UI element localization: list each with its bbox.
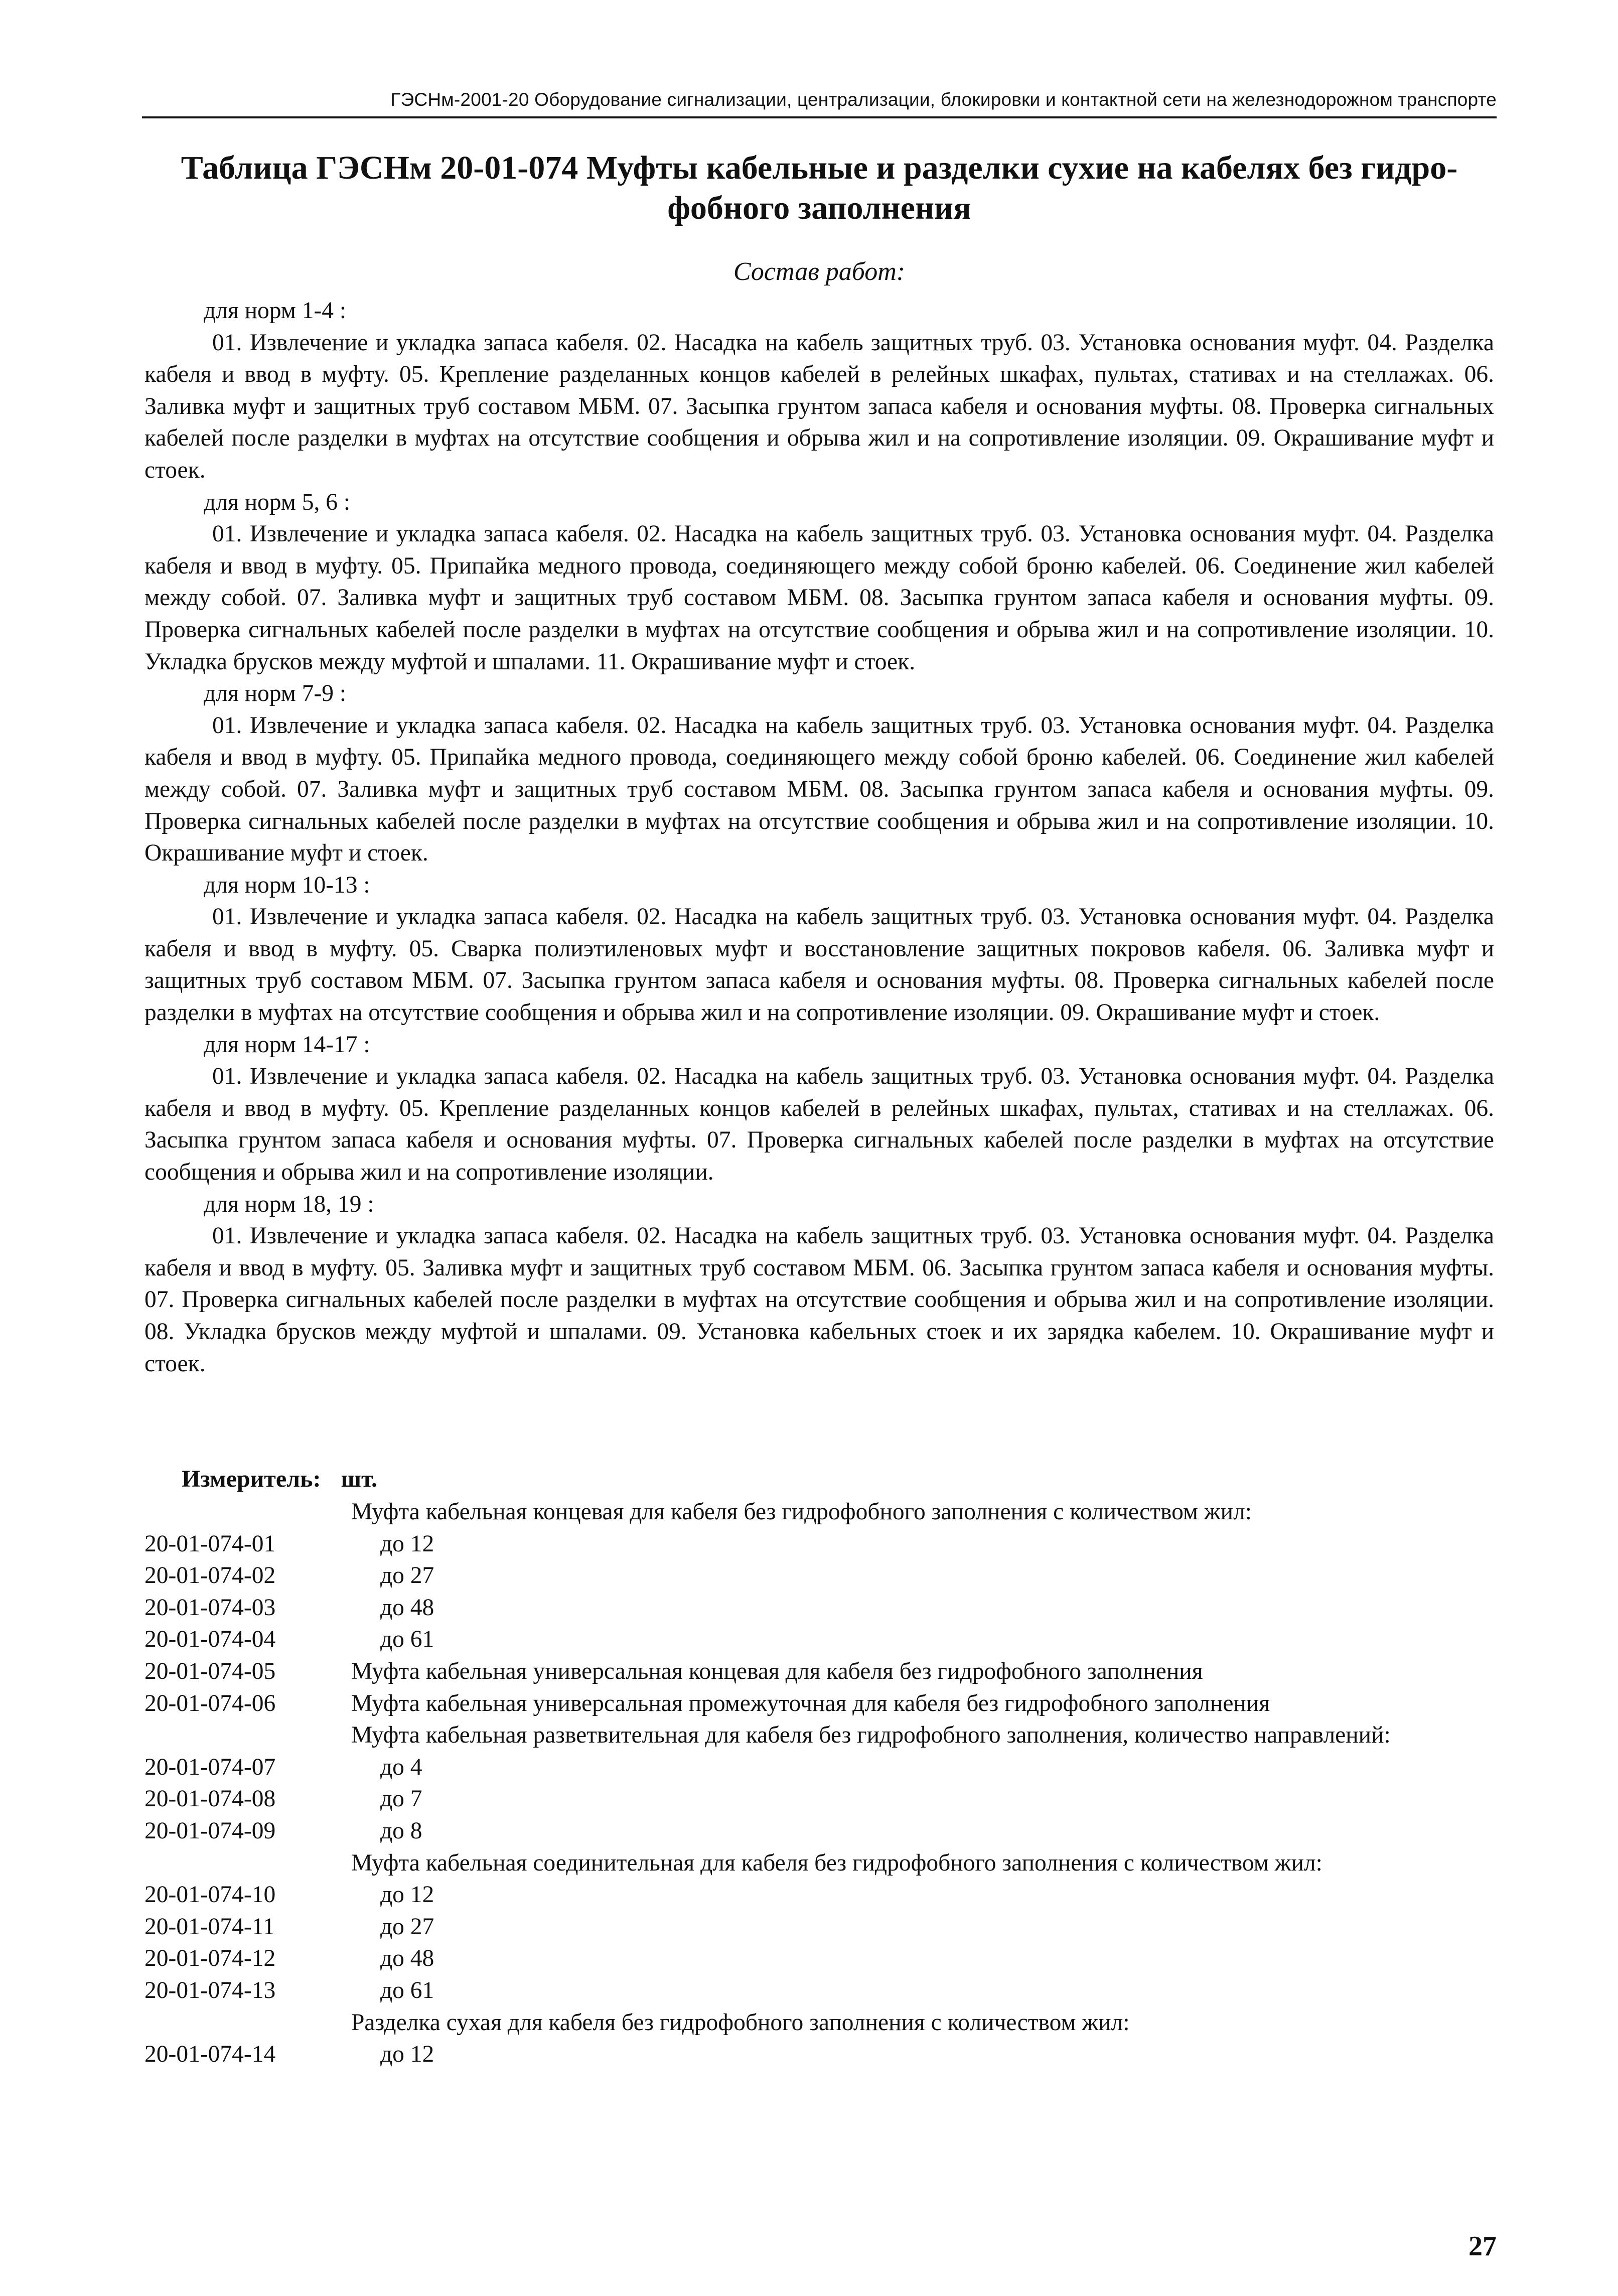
norm-code: 20-01-074-06 [144,1690,276,1716]
norm-row [144,1560,1494,1592]
norm-description: Муфта кабельная концевая для кабеля без гидрофобного заполнения с количеством жил: [351,1499,1252,1525]
norm-group-5 [144,1029,1494,1189]
norm-row [144,1719,1494,1752]
work-composition [144,295,1494,1380]
norm-code [144,2007,351,2039]
norm-code: 20-01-074-11 [144,1913,275,1940]
norm-description: до 61 [380,1626,434,1653]
norm-code: 20-01-074-04 [144,1626,276,1653]
norm-description: до 48 [380,1945,434,1972]
norm-group-label: для норм 5, 6 : [204,489,351,515]
measure-line [182,1465,377,1493]
norm-row [144,1943,1494,1975]
measure-label: Измеритель: [182,1466,321,1492]
norm-description: до 4 [380,1754,422,1780]
norm-group-label: для норм 7-9 : [204,680,347,707]
norm-code: 20-01-074-10 [144,1882,276,1908]
norm-row [144,1592,1494,1624]
norm-code: 20-01-074-05 [144,1658,276,1684]
norm-row [144,1911,1494,1943]
composition-heading: Состав работ: [733,257,906,286]
norm-group-text: 01. Извлечение и укладка запаса кабеля. 02. Насадка на кабель защитных труб. 03. Установка основания муфт. 04. Разделка кабеля и ввод в муфту. 05. Сварка полиэтиленовых муфт и восстановление защитных покровов кабеля. 06. Заливка муфт и защитных труб составом МБМ. 07. Засыпка грунтом запаса кабеля и основания муфты. 08. Проверка сигнальных кабелей после разделки в муфтах на отсутствие сообщения и обрыва жил и на сопротивление изоляции. 09. Окрашивание муфт и стоек. [144,904,1494,1026]
norm-code: 20-01-074-09 [144,1817,276,1844]
norm-description: до 48 [380,1594,434,1621]
norm-row [144,1847,1494,1880]
norm-group-text: 01. Извлечение и укладка запаса кабеля. 02. Насадка на кабель защитных труб. 03. Установка основания муфт. 04. Разделка кабеля и ввод в муфту. 05. Припайка медного провода, соединяющего между собой броню кабелей. 06. Соединение жил кабелей между собой. 07. Заливка муфт и защитных труб составом МБМ. 08. Засыпка грунтом запаса кабеля и основания муфты. 09. Проверка сигнальных кабелей после разделки в муфтах на отсутствие сообщения и обрыва жил и на сопротивление изоляции. 10. Окрашивание муфт и стоек. [144,712,1494,867]
norm-description: до 8 [380,1817,422,1844]
norm-code: 20-01-074-03 [144,1594,276,1621]
table-title-line-1: Таблица ГЭСНм 20-01-074 Муфты кабельные и разделки сухие на кабелях без гидро- [181,150,1458,186]
norm-row [144,1656,1494,1688]
norm-description: до 12 [380,1882,434,1908]
norm-row [144,1783,1494,1815]
norm-description: до 27 [380,1562,434,1589]
norm-description: Муфта кабельная универсальная промежуточная для кабеля без гидрофобного заполнения [351,1690,1270,1716]
norm-group-text: 01. Извлечение и укладка запаса кабеля. 02. Насадка на кабель защитных труб. 03. Установка основания муфт. 04. Разделка кабеля и ввод в муфту. 05. Крепление разделанных концов кабелей в релейных шкафах, пультах, стативах и на стеллажах. 06. Засыпка грунтом запаса кабеля и основания муфты. 07. Проверка сигнальных кабелей после разделки в муфтах на отсутствие сообщения и обрыва жил и на сопротивление изоляции. [144,1063,1494,1186]
norm-description: до 27 [380,1913,434,1940]
norm-group-text: 01. Извлечение и укладка запаса кабеля. 02. Насадка на кабель защитных труб. 03. Установка основания муфт. 04. Разделка кабеля и ввод в муфту. 05. Припайка медного провода, соединяющего между собой броню кабелей. 06. Соединение жил кабелей между собой. 07. Заливка муфт и защитных труб составом МБМ. 08. Засыпка грунтом запаса кабеля и основания муфты. 09. Проверка сигнальных кабелей после разделки в муфтах на отсутствие сообщения и обрыва жил и на сопротивление изоляции. 10. Укладка брусков между муфтой и шпалами. 11. Окрашивание муфт и стоек. [144,521,1494,675]
norm-list [144,1496,1494,2071]
page-number: 27 [1468,2231,1497,2262]
norm-row [144,2039,1494,2071]
norm-group-label: для норм 10-13 : [204,872,370,898]
norm-description: до 61 [380,1977,434,2003]
norm-row [144,2007,1494,2039]
norm-description: Разделка сухая для кабеля без гидрофобного заполнения с количеством жил: [351,2009,1130,2036]
norm-description: до 12 [380,2041,434,2068]
norm-code [144,1847,351,1880]
norm-row [144,1975,1494,2007]
norm-group-1 [144,295,1494,487]
norm-group-text: 01. Извлечение и укладка запаса кабеля. 02. Насадка на кабель защитных труб. 03. Установка основания муфт. 04. Разделка кабеля и ввод в муфту. 05. Крепление разделанных концов кабелей в релейных шкафах, пультах, стативах и на стеллажах. 06. Заливка муфт и защитных труб составом МБМ. 07. Засыпка грунтом запаса кабеля и основания муфты. 08. Проверка сигнальных кабелей после разделки в муфтах на отсутствие сообщения и обрыва жил и на сопротивление изоляции. 09. Окрашивание муфт и стоек. [144,329,1494,483]
norm-code [144,1496,351,1528]
norm-code: 20-01-074-08 [144,1786,276,1812]
norm-row [144,1528,1494,1560]
norm-description: Муфта кабельная соединительная для кабеля без гидрофобного заполнения с количеством жил: [351,1849,1322,1876]
norm-group-2 [144,487,1494,678]
norm-code: 20-01-074-01 [144,1530,276,1557]
norm-group-6 [144,1189,1494,1380]
norm-row [144,1688,1494,1720]
norm-code: 20-01-074-13 [144,1977,276,2003]
norm-group-label: для норм 18, 19 : [204,1191,374,1217]
norm-description: до 7 [380,1786,422,1812]
norm-row [144,1496,1494,1528]
norm-group-label: для норм 14-17 : [204,1031,370,1058]
norm-row [144,1624,1494,1656]
norm-row [144,1879,1494,1911]
norm-code: 20-01-074-14 [144,2041,276,2068]
norm-group-4 [144,870,1494,1029]
table-title-line-2: фобного заполнения [667,190,971,226]
norm-code: 20-01-074-12 [144,1945,276,1972]
norm-row [144,1752,1494,1784]
norm-code [144,1719,351,1752]
running-header: ГЭСНм-2001-20 Оборудование сигнализации, централизации, блокировки и контактной сети на железнодорожном транспорте [390,89,1497,110]
measure-unit: шт. [341,1466,377,1492]
header-rule [142,116,1497,118]
norm-description: Муфта кабельная разветвительная для кабеля без гидрофобного заполнения, количество направлений: [351,1722,1391,1749]
norm-description: до 12 [380,1530,434,1557]
norm-group-3 [144,678,1494,870]
norm-row [144,1815,1494,1847]
norm-code: 20-01-074-07 [144,1754,276,1780]
norm-group-text: 01. Извлечение и укладка запаса кабеля. 02. Насадка на кабель защитных труб. 03. Установка основания муфт. 04. Разделка кабеля и ввод в муфту. 05. Заливка муфт и защитных труб составом МБМ. 06. Засыпка грунтом запаса кабеля и основания муфты. 07. Проверка сигнальных кабелей после разделки в муфтах на отсутствие сообщения и обрыва жил и на сопротивление изоляции. 08. Укладка брусков между муфтой и шпалами. 09. Установка кабельных стоек и их зарядка кабелем. 10. Окрашивание муфт и стоек. [144,1223,1494,1377]
norm-description: Муфта кабельная универсальная концевая для кабеля без гидрофобного заполнения [351,1658,1203,1684]
norm-code: 20-01-074-02 [144,1562,276,1589]
norm-group-label: для норм 1-4 : [204,298,347,324]
table-title [142,148,1497,228]
